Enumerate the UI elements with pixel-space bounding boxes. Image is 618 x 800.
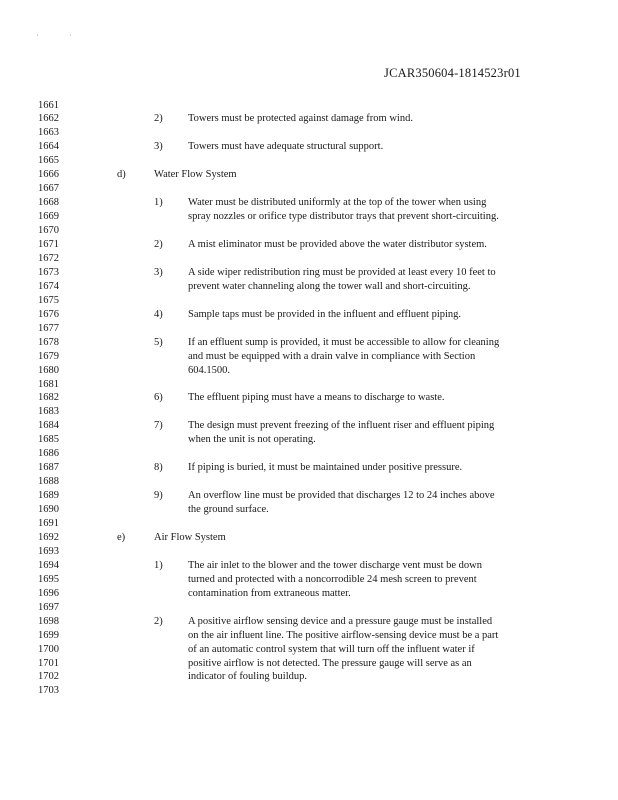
item-marker: 2) [154, 113, 163, 125]
line-number: 1667 [38, 183, 59, 195]
line-number: 1691 [38, 518, 59, 529]
line-number: 1681 [38, 378, 59, 390]
line-number: 1675 [38, 294, 59, 306]
item-text-line: The air inlet to the blower and the tower discharge vent must be down [188, 559, 483, 571]
item-marker: 5) [154, 336, 163, 348]
line-number: 1700 [38, 643, 59, 655]
item-text-line: indicator of fouling buildup. [188, 671, 307, 683]
item-text-line: A mist eliminator must be provided above the water distributor system. [188, 239, 487, 250]
item-text-line: Towers must have adequate structural support. [188, 141, 384, 153]
line-number: 1666 [38, 169, 59, 181]
section-marker: d) [117, 169, 126, 181]
line-number: 1668 [38, 197, 59, 209]
item-text-line: turned and protected with a noncorrodible 24 mesh screen to prevent [188, 573, 477, 585]
scan-specks: ·· [36, 30, 102, 40]
item-marker: 2) [154, 239, 163, 250]
item-marker: 1) [154, 197, 163, 209]
line-number: 1692 [38, 531, 59, 543]
line-number: 1678 [38, 336, 59, 348]
item-text-line: when the unit is not operating. [188, 434, 316, 446]
line-number: 1703 [38, 685, 59, 697]
section-title: Air Flow System [154, 531, 226, 543]
document-id: JCAR350604-1814523r01 [384, 66, 521, 80]
item-marker: 6) [154, 392, 163, 404]
line-number: 1695 [38, 573, 59, 585]
line-number: 1689 [38, 490, 59, 502]
item-text-line: The design must prevent freezing of the influent riser and effluent piping [188, 420, 495, 432]
item-marker: 7) [154, 420, 163, 432]
item-text-line: A positive airflow sensing device and a pressure gauge must be installed [188, 615, 493, 627]
item-marker: 1) [154, 559, 163, 571]
line-number: 1699 [38, 629, 59, 641]
line-number: 1696 [38, 587, 59, 599]
item-text-line: prevent water channeling along the tower wall and short-circuiting. [188, 280, 471, 292]
item-marker: 2) [154, 615, 163, 627]
line-number: 1688 [38, 476, 59, 488]
line-number: 1677 [38, 322, 59, 334]
line-number: 1664 [38, 141, 59, 153]
item-marker: 4) [154, 308, 163, 320]
line-number: 1694 [38, 559, 59, 571]
line-number: 1661 [38, 99, 59, 111]
line-number: 1674 [38, 280, 59, 292]
item-text-line: If an effluent sump is provided, it must be accessible to allow for cleaning [188, 336, 500, 348]
item-marker: 3) [154, 266, 163, 278]
item-text-line: positive airflow is not detected. The pressure gauge will serve as an [188, 657, 472, 669]
line-number: 1682 [38, 392, 59, 404]
line-number: 1698 [38, 615, 59, 627]
section-marker: e) [117, 531, 126, 543]
line-number: 1679 [38, 350, 59, 362]
line-number: 1697 [38, 601, 59, 613]
item-marker: 8) [154, 462, 163, 474]
line-number: 1683 [38, 406, 59, 418]
item-marker: 3) [154, 141, 163, 153]
item-text-line: of an automatic control system that will turn off the influent water if [188, 643, 475, 655]
line-number: 1690 [38, 504, 59, 516]
item-text-line: the ground surface. [188, 504, 269, 516]
item-text-line: If piping is buried, it must be maintained under positive pressure. [188, 462, 463, 474]
line-number: 1672 [38, 252, 59, 264]
line-number: 1676 [38, 308, 59, 320]
item-text-line: contamination from extraneous matter. [188, 587, 351, 599]
line-number: 1693 [38, 545, 59, 557]
item-text-line: spray nozzles or orifice type distributor trays that prevent short-circuiting. [188, 211, 499, 223]
line-number: 1665 [38, 155, 59, 167]
item-text-line: A side wiper redistribution ring must be provided at least every 10 feet to [188, 266, 496, 278]
line-number: 1671 [38, 239, 59, 250]
line-number: 1680 [38, 364, 59, 376]
line-number: 1670 [38, 225, 59, 237]
section-title: Water Flow System [154, 169, 237, 181]
line-number: 1701 [38, 657, 59, 669]
item-text-line: An overflow line must be provided that discharges 12 to 24 inches above [188, 490, 495, 502]
line-number: 1669 [38, 211, 59, 223]
line-number: 1663 [38, 127, 59, 139]
item-text-line: and must be equipped with a drain valve in compliance with Section [188, 350, 476, 362]
line-number: 1686 [38, 448, 59, 460]
item-text-line: 604.1500. [188, 364, 230, 376]
item-text-line: Towers must be protected against damage from wind. [188, 113, 413, 125]
line-number: 1662 [38, 113, 59, 125]
item-text-line: on the air influent line. The positive airflow-sensing device must be a part [188, 629, 499, 641]
item-text-line: The effluent piping must have a means to discharge to waste. [188, 392, 445, 404]
line-number: 1685 [38, 434, 59, 446]
line-number: 1673 [38, 266, 59, 278]
line-number: 1702 [38, 671, 59, 683]
line-number: 1687 [38, 462, 59, 474]
item-text-line: Sample taps must be provided in the influent and effluent piping. [188, 308, 462, 320]
item-text-line: Water must be distributed uniformly at the top of the tower when using [188, 197, 487, 209]
item-marker: 9) [154, 490, 163, 502]
line-number: 1684 [38, 420, 59, 432]
